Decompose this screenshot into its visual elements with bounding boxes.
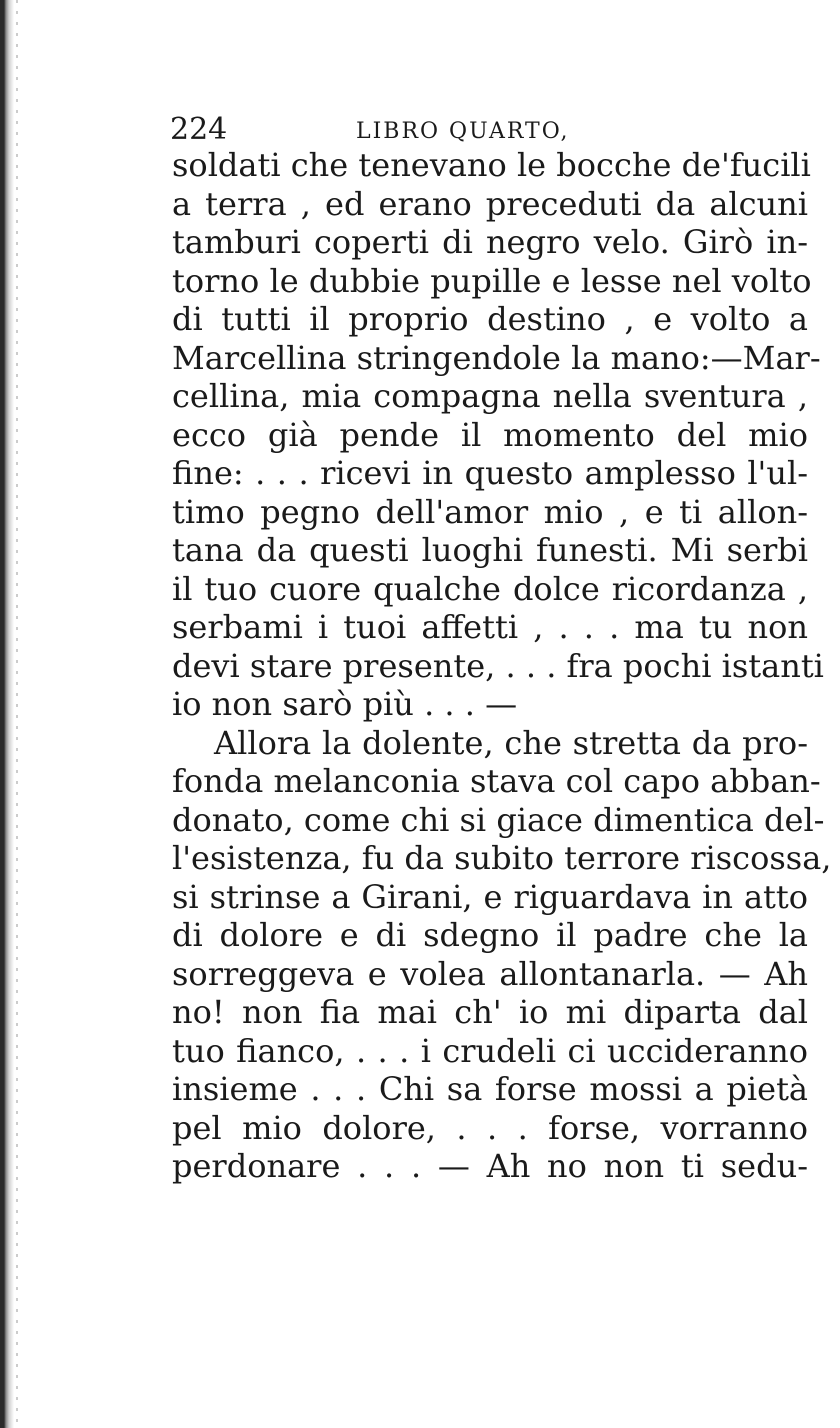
text-line: Marcellina stringendole la mano:—Mar-: [172, 338, 821, 377]
text-line: fine: . . . ricevi in questo amplesso l'ul-: [172, 454, 808, 492]
text-line: tuo fianco, . . . i crudeli ci uccideranno: [172, 1031, 808, 1070]
text-line: Allora la dolente, che stretta da pro-: [214, 723, 808, 762]
text-line: pel mio dolore, . . . forse, vorranno: [172, 1108, 808, 1147]
text-line: si strinse a Girani, e riguardava in atto: [172, 877, 808, 916]
text-line: timo pegno dell'amor mio , e ti allon-: [172, 492, 808, 531]
body-text: [172, 146, 832, 1186]
text-line: l'esistenza, fu da subito terrore riscossa,: [172, 839, 832, 877]
text-line: donato, come chi si giace dimentica del-: [172, 800, 825, 839]
text-line: io non sarò più . . . —: [172, 685, 518, 723]
page-number: 224: [170, 112, 228, 147]
binding-edge: [0, 0, 14, 1428]
text-line: soldati che tenevano le bocche de'fucili: [172, 146, 811, 184]
text-line: perdonare . . . — Ah no non ti sedu-: [172, 1147, 808, 1185]
text-line: a terra , ed erano preceduti da alcuni: [172, 184, 808, 223]
text-line: serbami i tuoi affetti , . . . ma tu non: [172, 608, 808, 646]
text-line: tamburi coperti di negro velo. Girò in-: [172, 223, 808, 261]
text-line: torno le dubbie pupille e lesse nel volto: [172, 261, 812, 300]
text-line: tana da questi luoghi funesti. Mi serbi: [172, 531, 808, 569]
text-line: il tuo cuore qualche dolce ricordanza ,: [172, 569, 808, 608]
text-line: cellina, mia compagna nella sventura ,: [172, 377, 808, 415]
text-line: devi stare presente, . . . fra pochi istanti: [172, 646, 824, 685]
text-line: sorreggeva e volea allontanarla. — Ah: [172, 954, 808, 993]
text-line: fonda melanconia stava col capo abban-: [172, 762, 821, 800]
text-line: di dolore e di sdegno il padre che la: [172, 916, 808, 954]
running-head: LIBRO QUARTO,: [356, 119, 570, 144]
text-line: ecco già pende il momento del mio: [172, 415, 808, 454]
text-line: insieme . . . Chi sa forse mossi a pietà: [172, 1070, 808, 1108]
page-header: [170, 112, 810, 148]
text-line: di tutti il proprio destino , e volto a: [172, 300, 808, 338]
text-line: no! non fia mai ch' io mi diparta dal: [172, 993, 808, 1031]
